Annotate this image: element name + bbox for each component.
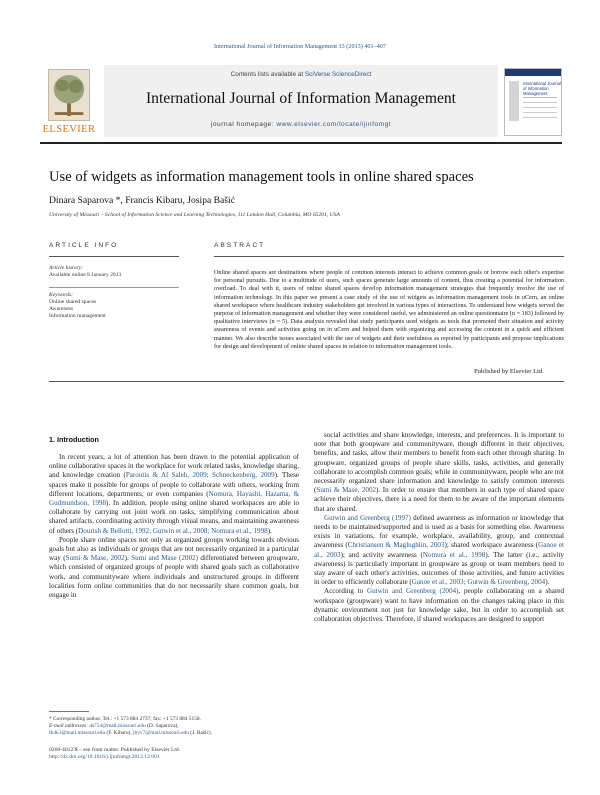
journal-banner — [104, 65, 498, 137]
journal-header — [40, 65, 562, 139]
footnote-rule — [49, 711, 89, 712]
keyword-item: Awareness — [49, 306, 74, 312]
body-text: People share online spaces not only as organized groups working towards obvious goals but also as individuals or groups that are not necessarily organized in a particular way ( — [49, 535, 299, 563]
history-label: Article history: — [49, 265, 84, 271]
homepage-prefix: journal homepage: — [210, 121, 277, 128]
citation-link[interactable]: Dourish & Bellotti, 1992; Gutwin et al., 2008; Nomura et al., 1998 — [78, 526, 268, 535]
paper-title: Use of widgets as information management tools in online shared spaces — [49, 169, 474, 185]
keywords-block — [49, 292, 179, 320]
bottom-meta — [49, 747, 299, 761]
published-by: Published by Elsevier Ltd. — [474, 368, 544, 375]
body-column-left — [49, 453, 299, 600]
journal-citation[interactable]: International Journal of Information Management 33 (2013) 401–407 — [213, 43, 386, 50]
email-owner: (D. Saparova), — [145, 723, 179, 730]
body-text: In recent years, a lot of attention has been drawn to the potential application of online collaborative spaces in the workplace for work related tasks, knowledge sharing, and knowledge creation ( — [49, 453, 299, 480]
keywords-rule — [49, 287, 179, 288]
homepage-line — [104, 121, 498, 128]
contents-prefix: Contents lists available at — [230, 71, 305, 78]
elsevier-logo[interactable] — [40, 65, 98, 137]
tree-logo-icon — [48, 69, 90, 121]
body-text: ). — [545, 578, 550, 587]
history-value: Available online 8 January 2013 — [49, 272, 122, 278]
citation-link[interactable]: Paroutis & Al Saleh, 2009; Schneckenberg, 2009 — [125, 471, 275, 480]
body-text: social activities and share knowledge, interests, and preferences. It is important to note that both groupware and communityware, though different in their objectives, benefits, and tasks, allow their members to benefit from each other through sharing. In groupware, organized groups of people share skills, tasks, activities, and generally collaborate to accomplish common goals; while in communityware, people who are not necessarily organized share information and knowledge to satisfy common interests ( — [314, 431, 564, 495]
body-paragraph — [49, 536, 299, 600]
corresponding-author-note: * Corresponding author. Tel.: +1 573 884 2737; fax: +1 573 884 5158. — [49, 716, 201, 722]
body-text: According to — [324, 587, 367, 596]
abstract-text: Online shared spaces are destinations where people of common interests interact to achieve common goals or borrow each other's expertise for personal pursuits. Due to a multitude of users, such spaces generate large amounts of content, thus creating a potential for information overload. To deal with it, users of online shared spaces develop information management strategies that frequently involve the use of information technology. In this paper we present a case study of the use of widgets as information management tools in uCern, an online shared workspace where healthcare industry stakeholders get involved in various types of interactions. To understand how widgets served the purpose of information management and whether they were considered useful, we administered an online questionnaire (n = 183) followed by qualitative interviews (n = 5). Data analysis revealed that study participants used widgets as tools that promoted their situation and activity awareness of events and activities going on in uCern and helped them with organizing and accessing the content in a quick and efficient manner. We also describe issues associated with the use of widgets and their usefulness as reported by participants and propose implications for design and development of online shared spaces in relation to information management tools. — [214, 270, 564, 350]
keywords-label: Keywords: — [49, 292, 74, 298]
abstract-bottom-rule — [49, 381, 564, 382]
journal-cover-thumbnail[interactable] — [504, 68, 562, 136]
header-rule — [40, 142, 562, 144]
copyright-line: 0268-4012/$ – see front matter. Published by Elsevier Ltd. — [49, 747, 181, 753]
journal-title: International Journal of Information Management — [145, 90, 457, 107]
body-text: ). The latter (i.e., activity awareness) is particularly important in groupware as group or team members need to stay aware of each other's activities, outcomes of those activities, and future activities in order to efficiently collaborate ( — [314, 550, 564, 587]
cover-title: International Journal of Information Management — [523, 81, 561, 96]
article-info-rule — [49, 256, 179, 257]
sciencedirect-link[interactable]: SciVerse ScienceDirect — [304, 71, 372, 78]
section-heading-introduction: 1. Introduction — [49, 435, 99, 444]
citation-link[interactable]: Nomura et al., 1998 — [422, 550, 486, 559]
publisher-logo-text: ELSEVIER — [42, 124, 96, 135]
body-text: ); and activity awareness ( — [340, 550, 423, 559]
citation-link[interactable]: Ganoe et al., 2003; Gutwin & Greenberg, 2004 — [411, 578, 546, 587]
body-column-right — [314, 431, 564, 624]
body-paragraph — [49, 453, 299, 536]
body-text: ). These spaces make it possible for groups of people to collaborate with others, working from different locations, departments, or even companies ( — [49, 471, 299, 498]
body-paragraph — [314, 431, 564, 514]
article-history — [49, 265, 179, 279]
email-owner: (F. Kibaru), — [105, 730, 134, 737]
body-paragraph — [314, 514, 564, 588]
email-addresses-cont — [49, 730, 299, 737]
citation-link[interactable]: Sumi and Mase (2002) — [131, 554, 198, 563]
email-link[interactable]: ds754@mail.missouri.edu — [89, 723, 146, 730]
body-text: , people collaborating on a shared workspace (groupware) want to have information on the changes taking place in this dynamic environment not just for knowledge sake, but in order to accomplish set collaboration objectives. Therefore, if shared workspaces are designed to support — [314, 587, 564, 624]
cover-side-panel — [509, 81, 519, 121]
citation-link[interactable]: Christiansen & Maglughlin, 2003 — [347, 541, 445, 550]
citation-link[interactable]: Gutwin and Greenberg (2004) — [366, 587, 459, 596]
cover-band — [505, 69, 561, 76]
paper-authors: Dinara Saparova *, Francis Kibaru, Josipa Bašić — [49, 195, 235, 206]
email-link[interactable]: jbyv7@mail.missouri.edu — [133, 730, 189, 737]
keyword-item: Information management — [49, 313, 106, 319]
doi-link[interactable]: http://dx.doi.org/10.1016/j.ijinfomgt.2012.12.001 — [49, 754, 160, 761]
email-label: E-mail addresses: — [49, 723, 90, 730]
citation-link[interactable]: Gutwin and Greenberg (1997) — [324, 513, 411, 522]
citation-link[interactable]: Sumi & Mase, 2002 — [316, 486, 377, 495]
body-text: ). — [267, 526, 272, 535]
footnote — [49, 716, 299, 738]
cover-lines — [523, 97, 557, 127]
body-text: ). In addition, people using online shared workspaces are able to collaborate by carrying out joint work on tasks, simplifying communication about shared artifacts, coordinating activity through visual means, and maintaining awareness of others ( — [49, 499, 299, 535]
paper-affiliation: University of Missouri – School of Information Science and Learning Technologies, 111 London Hall, Columbia, MO 65201, USA — [49, 212, 340, 218]
email-link[interactable]: fk4k3@mail.missouri.edu — [49, 730, 106, 737]
keyword-item: Online shared spaces — [49, 299, 97, 305]
email-owner: (J. Bašić). — [188, 730, 212, 737]
body-text: ). In order to ensure that members in each type of shared space achieve their objectives, there is a need for them to be aware of the important elements that are shared. — [314, 486, 564, 513]
article-info-heading: ARTICLE INFO — [49, 242, 119, 249]
citation-link[interactable]: Sumi & Mase, 2002 — [65, 554, 125, 563]
abstract-rule — [214, 256, 564, 257]
body-paragraph — [314, 587, 564, 624]
citation-link[interactable]: Nomura, Hayashi, Hazama, & Gudmundson, 1998 — [49, 489, 299, 508]
citation-link[interactable]: Ganoe et al., 2003 — [314, 541, 564, 559]
abstract-heading: ABSTRACT — [214, 242, 266, 249]
body-text: defined awareness as information or knowledge that needs to be maintained/supported and is used as a basis for something else. Awareness exists in variations, for example, workplace, availability, group, and contextual awareness ( — [314, 513, 564, 550]
contents-line — [104, 71, 498, 78]
body-text: ); shared workspace awareness ( — [444, 541, 539, 550]
homepage-link[interactable]: www.elsevier.com/locate/ijinfomgt — [276, 121, 392, 128]
body-text: ). — [124, 554, 132, 563]
body-text: differentiated between groupware, which consisted of organized groups of people with shared goals such as collaborative work, and communityware where individuals and unstructured groups in different localities form online communities that do not necessarily share common goals, but engage in — [49, 554, 299, 600]
